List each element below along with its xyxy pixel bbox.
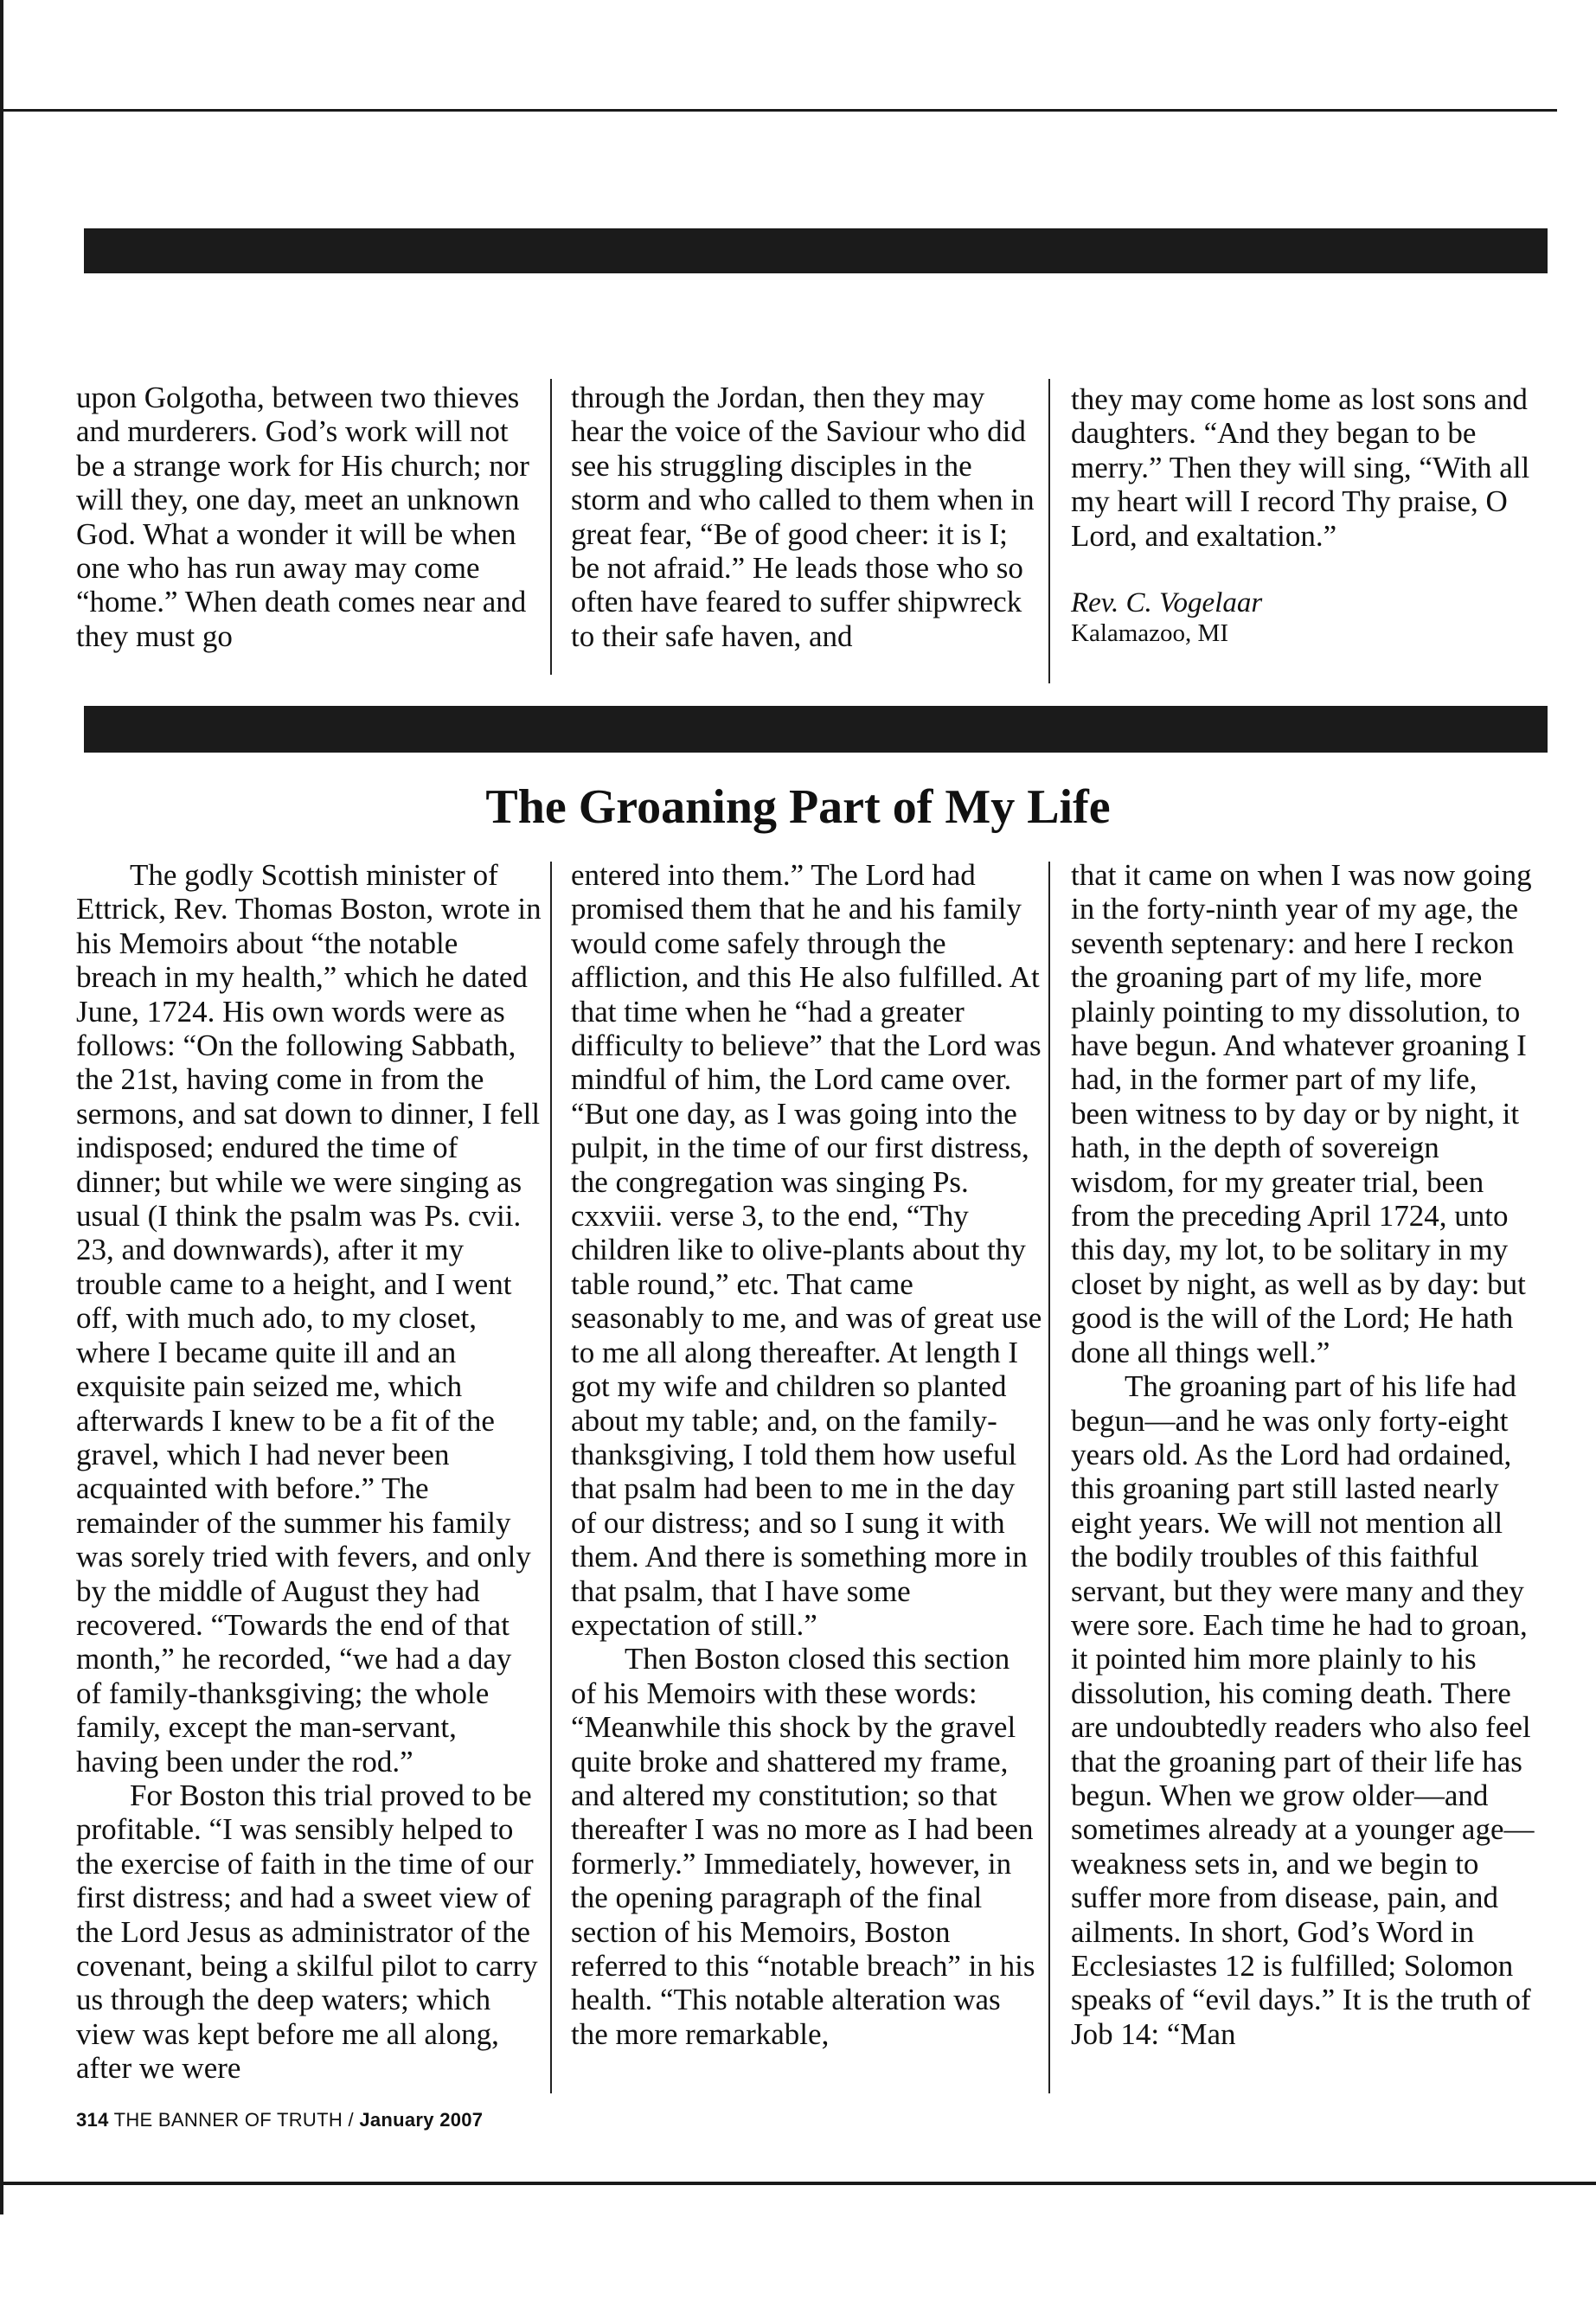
top-rule <box>0 109 1557 112</box>
page-edge <box>0 0 3 2214</box>
bottom-rule <box>0 2182 1596 2185</box>
prev-article-column-3 <box>1071 382 1538 648</box>
page-footer <box>76 2109 483 2131</box>
issue-date: January 2007 <box>359 2109 484 2131</box>
column-rule <box>550 379 552 675</box>
article-column-3 <box>1071 858 1538 2051</box>
column-rule <box>1048 862 1050 2093</box>
footer-separator: / <box>348 2109 354 2131</box>
paragraph: For Boston this trial proved to be profitable. “I was sensibly helped to the exercise of faith in the time of our first distress; and had a sweet view of the Lord Jesus as administrator of the covenant, being a skilful pilot to carry us through the deep waters; which view was kept before me all along, after we were <box>76 1778 538 2086</box>
paragraph: Then Boston closed this section of his Memoirs with these words: “Meanwhile this shock by the gravel quite broke and shattered my frame, and altered my constitution; so that thereafter I was no more as I had been formerly.” Immediately, however, in the opening paragraph of the final section of his Memoirs, Boston referred to this “notable breach” in his health. “This notable alteration was the more remarkable, <box>571 1642 1035 2051</box>
paragraph: they may come home as lost sons and daughters. “And they began to be merry.” Then they will sing, “With all my heart will I record Thy praise, O Lord, and exaltation.” <box>1071 382 1530 553</box>
prev-article-column-1 <box>76 381 543 653</box>
paragraph: The godly Scottish minister of Ettrick, Rev. Thomas Boston, wrote in his Memoirs about “the notable breach in my health,” which he dated June, 1724. His own words were as follows: “On the following Sabbath, the 21st, having come in from the sermons, and sat down to dinner, I fell indisposed; endured the time of dinner; but while we were singing as usual (I think the psalm was Ps. cvii. 23, and downwards), after it my trouble came to a height, and I went off, with much ado, to my closet, where I became quite ill and an exquisite pain seized me, which afterwards I knew to be a fit of the gravel, which I had never been acquainted with before.” The remainder of the summer his family was sorely tried with fevers, and only by the middle of August they had recovered. “Towards the end of that month,” he recorded, “we had a day of family-thanksgiving; the whole family, except the man-servant, having been under the rod.” <box>76 858 542 1779</box>
article-title: The Groaning Part of My Life <box>485 780 1111 834</box>
section-band <box>84 706 1548 753</box>
article-column-1 <box>76 858 543 2086</box>
prev-article-column-2 <box>571 381 1042 653</box>
header-band <box>84 228 1548 273</box>
article-column-2 <box>571 858 1042 2051</box>
paragraph: entered into them.” The Lord had promised them that he and his family would come safely through the affliction, and this He also fulfilled. At that time when he “had a greater difficulty to believe” that the Lord was mindful of him, the Lord came over. “But one day, as I was going into the pulpit, in the time of our first distress, the congregation was singing Ps. cxxviii. verse 3, to the end, “Thy children like to olive-plants about thy table round,” etc. That came seasonably to me, and was of great use to me all along thereafter. At length I got my wife and children so planted about my table; and, on the family-thanksgiving, I told them how useful that psalm had been to me in the day of our distress; and so I sung it with them. And there is something more in that psalm, that I have some expectation of still.” <box>571 858 1042 1642</box>
paragraph: through the Jordan, then they may hear the voice of the Saviour who did see his struggling disciples in the storm and who called to them when in great fear, “Be of good cheer: it is I; be not afraid.” He leads those who so often have feared to suffer shipwreck to their safe haven, and <box>571 381 1035 653</box>
column-rule <box>1048 379 1050 683</box>
paragraph: The groaning part of his life had begun—and he was only forty-eight years old. As the Lord had ordained, this groaning part still lasted nearly eight years. We will not mention all the bodily troubles of this faithful servant, but they were many and they were sore. Each time he had to groan, it pointed him more plainly to his dissolution, his coming death. There are undoubtedly readers who also feel that the groaning part of their life has begun. When we grow older—and sometimes already at a younger age—weakness sets in, and we begin to suffer more from disease, pain, and ailments. In short, God’s Word in Ecclesiastes 12 is fulfilled; Solomon speaks of “evil days.” It is the truth of Job 14: “Man <box>1071 1369 1535 2051</box>
paragraph: upon Golgotha, between two thieves and murderers. God’s work will not be a strange work for His church; nor will they, one day, meet an unknown God. What a wonder it will be when one who has run away may come “home.” When death comes near and they must go <box>76 381 529 653</box>
author-name: Rev. C. Vogelaar <box>1071 587 1263 619</box>
publication-name: THE BANNER OF TRUTH <box>113 2109 343 2131</box>
page-number: 314 <box>76 2109 109 2131</box>
column-rule <box>550 862 552 2093</box>
paragraph: that it came on when I was now going in the forty-ninth year of my age, the seventh septenary: and here I reckon the groaning part of my life, more plainly pointing to my dissolution, to have begun. And whatever groaning I had, in the former part of my life, been witness to by day or by night, it hath, in the depth of sovereign wisdom, for my greater trial, been from the preceding April 1724, unto this day, my lot, to be solitary in my closet by night, as well as by day: but good is the will of the Lord; He hath done all things well.” <box>1071 858 1532 1369</box>
author-location: Kalamazoo, MI <box>1071 619 1228 648</box>
